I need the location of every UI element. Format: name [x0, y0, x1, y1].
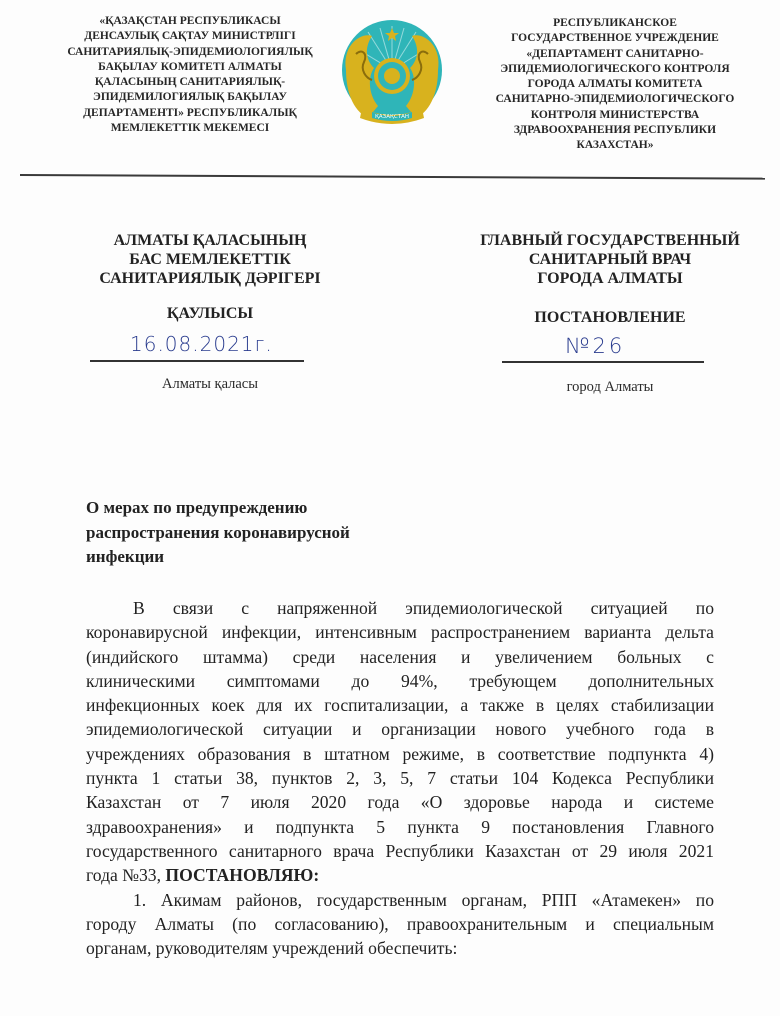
number-underline [502, 361, 704, 363]
place-russian: город Алматы [566, 379, 654, 395]
issuer-line: САНИТАРИЯЛЫҚ ДӘРІГЕРІ [99, 270, 321, 287]
header-separator [20, 174, 765, 180]
place-kazakh: Алматы қаласы [161, 376, 258, 392]
header-line: САНИТАРНО-ЭПИДЕМИОЛОГИЧЕСКОГО [495, 93, 735, 106]
body-line: клиническими симптомами до 94%, требующем дополнительных [86, 670, 714, 691]
header-kazakh-institution [40, 14, 340, 136]
body-line: (индийского штамма) среди населения и увеличением больных с [86, 646, 714, 667]
document-subject [86, 496, 426, 570]
issuer-line: БАС МЕМЛЕКЕТТІК [129, 251, 291, 268]
issuer-line: САНИТАРНЫЙ ВРАЧ [528, 251, 692, 268]
handwritten-date: 16.08.2021г. [130, 332, 273, 356]
header-line: ДЕПАРТАМЕНТІ» РЕСПУБЛИКАЛЫҚ [83, 106, 297, 119]
header-line: МЕМЛЕКЕТТІК МЕКЕМЕСІ [110, 122, 270, 135]
doc-type-kazakh: ҚАУЛЫСЫ [166, 305, 254, 322]
body-line: инфекционных коек для их госпитализации, а также в целях стабилизации [86, 695, 714, 716]
handwritten-number: №26 [565, 334, 626, 358]
header-line: САНИТАРИЯЛЫҚ-ЭПИДЕМИОЛОГИЯЛЫҚ [67, 45, 313, 58]
header-line: ГОРОДА АЛМАТЫ КОМИТЕТА [527, 78, 703, 91]
header-line: БАҚЫЛАУ КОМИТЕТІ АЛМАТЫ [98, 60, 282, 73]
issuer-line: ГОРОДА АЛМАТЫ [537, 270, 683, 287]
header-line: ЗДРАВООХРАНЕНИЯ РЕСПУБЛИКИ [513, 124, 717, 137]
body-line: коронавирусной инфекции, интенсивным распространением варианта дельта [86, 622, 714, 643]
body-line: пункта 1 статьи 38, пунктов 2, 3, 5, 7 статьи 104 Кодекса Республики [86, 768, 714, 789]
body-line: эпидемиологической ситуации и организации нового учебного года в [86, 719, 714, 740]
resolve-line [86, 863, 714, 887]
body-line: государственного санитарного врача Республики Казахстан от 29 июля 2021 [86, 840, 714, 861]
header-line: «ДЕПАРТАМЕНТ САНИТАРНО- [526, 47, 704, 60]
header-line: ГОСУДАРСТВЕННОЕ УЧРЕЖДЕНИЕ [511, 32, 719, 45]
header-line: ЭПИДЕМИОЛОГИЧЕСКОГО КОНТРОЛЯ [500, 62, 730, 75]
body-line: учреждениях образования в штатном режиме, в соответствие подпункта 4) [86, 743, 714, 764]
item-line: органам, руководителям учреждений обеспечить: [86, 938, 458, 959]
emblem-ribbon-text: ҚАЗАҚСТАН [375, 114, 409, 120]
subject-line: инфекции [86, 547, 165, 566]
header-line: ЭПИДЕМИЛОГИЯЛЫҚ БАҚЫЛАУ [93, 91, 287, 104]
issuer-kazakh [80, 231, 340, 288]
header-line: КОНТРОЛЯ МИНИСТЕРСТВА [530, 108, 700, 121]
body-line: здравоохранения» и подпункта 5 пункта 9 постановления Главного [86, 816, 714, 837]
header-line: КАЗАХСТАН» [576, 139, 654, 152]
header-line: РЕСПУБЛИКАНСКОЕ [553, 17, 677, 29]
header-russian-institution [470, 16, 760, 154]
header-line: ДЕНСАУЛЫҚ САҚТАУ МИНИСТРЛІГІ [84, 30, 296, 43]
date-underline [90, 360, 304, 362]
issuer-russian [460, 231, 760, 288]
item-line: городу Алматы (по согласованию), правоохранительным и специальным [86, 913, 714, 934]
resolve-word: ПОСТАНОВЛЯЮ: [165, 865, 320, 886]
document-body [86, 596, 714, 960]
body-line: Казахстан от 7 июля 2020 года «О здоровье народа и системе [86, 792, 714, 813]
resolve-prefix: года №33, [86, 865, 166, 886]
issuer-line: АЛМАТЫ ҚАЛАСЫНЫҢ [113, 232, 307, 249]
subject-line: О мерах по предупреждению [86, 498, 308, 517]
header-line: ҚАЛАСЫНЫҢ САНИТАРИЯЛЫҚ- [94, 76, 286, 89]
header-line: «ҚАЗАҚСТАН РЕСПУБЛИКАСЫ [99, 15, 281, 27]
body-line: В связи с напряженной эпидемиологической ситуацией по [133, 598, 714, 618]
subject-line: распространения коронавирусной [86, 522, 350, 542]
issuer-line: ГЛАВНЫЙ ГОСУДАРСТВЕННЫЙ [480, 232, 740, 249]
state-emblem-kazakhstan-icon [338, 14, 446, 126]
item-line: 1. Акимам районов, государственным органам, РПП «Атамекен» по [133, 889, 714, 910]
doc-type-russian: ПОСТАНОВЛЕНИЕ [534, 309, 686, 326]
